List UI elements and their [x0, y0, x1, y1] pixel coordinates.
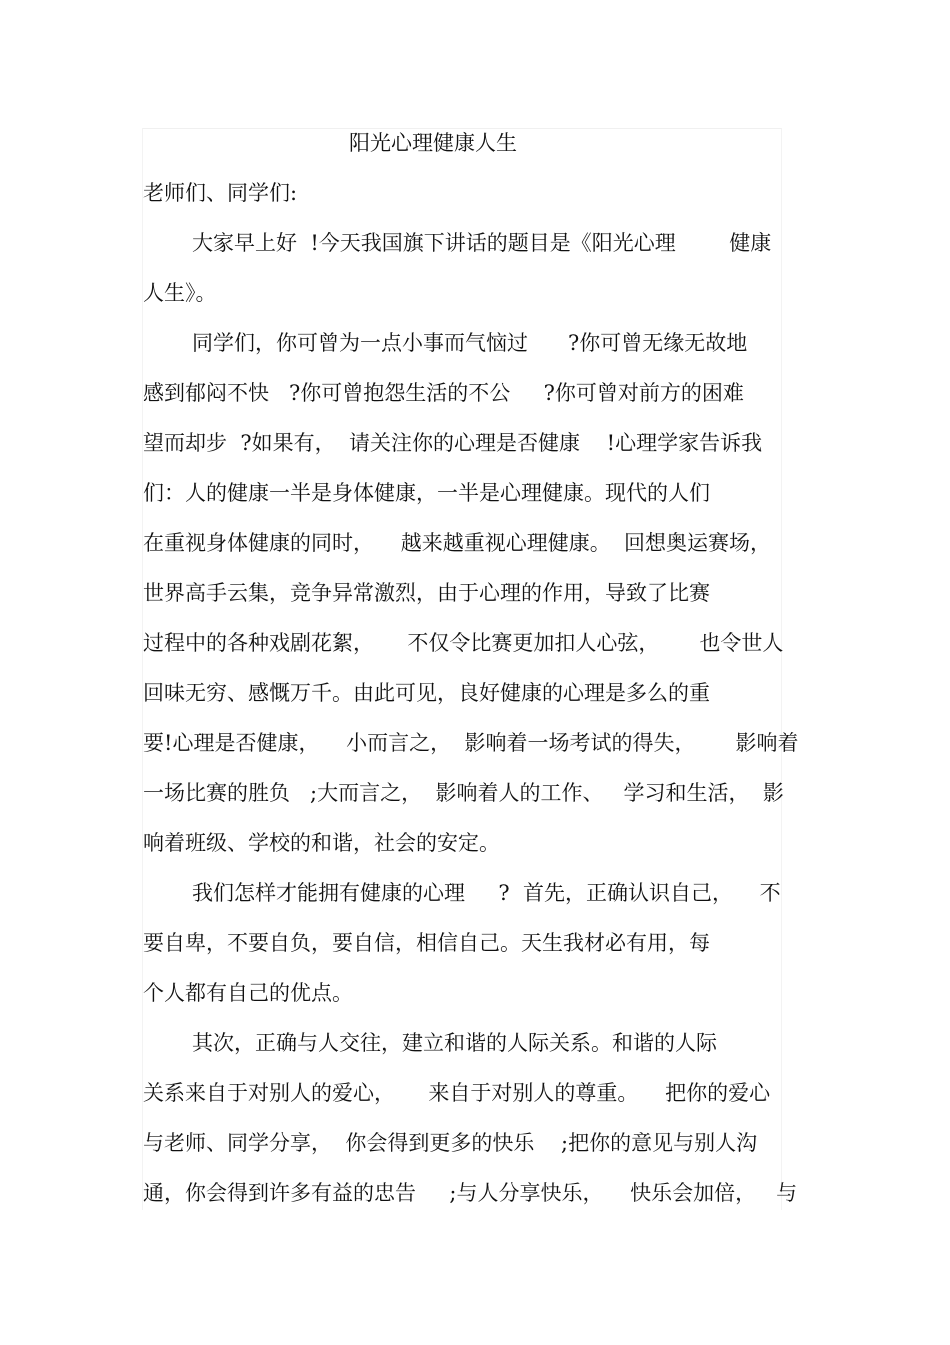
text-line: 同学们，你可曾为一点小事而气恼过 ?你可曾无缘无故地 — [192, 331, 748, 355]
text-line: 世界高手云集，竞争异常激烈，由于心理的作用，导致了比赛 — [143, 581, 710, 605]
document-page — [142, 128, 799, 1210]
text-line: 过程中的各种戏剧花絮， 不仅令比赛更加扣人心弦， 也令世人 — [143, 631, 784, 655]
text-line: 大家早上好 !今天我国旗下讲话的题目是《阳光心理 健康 — [192, 231, 772, 255]
text-line: 感到郁闷不快 ?你可曾抱怨生活的不公 ?你可曾对前方的困难 — [143, 381, 744, 405]
text-line: 其次，正确与人交往，建立和谐的人际关系。和谐的人际 — [192, 1031, 717, 1055]
text-line: 与老师、同学分享， 你会得到更多的快乐 ;把你的意见与别人沟 — [143, 1131, 758, 1155]
text-line: 回味无穷、感慨万千。由此可见，良好健康的心理是多么的重 — [143, 681, 710, 705]
text-line: 望而却步 ?如果有， 请关注你的心理是否健康 !心理学家告诉我 — [143, 431, 763, 455]
salutation-line: 老师们、同学们: — [143, 181, 298, 205]
text-line: 们：人的健康一半是身体健康，一半是心理健康。现代的人们 — [143, 481, 710, 505]
document-title: 阳光心理健康人生 — [349, 131, 517, 155]
text-line: 要自卑，不要自负，要自信，相信自己。天生我材必有用，每 — [143, 931, 710, 955]
text-line: 在重视身体健康的同时， 越来越重视心理健康。 回想奥运赛场， — [143, 531, 772, 555]
text-line: 通，你会得到许多有益的忠告 ;与人分享快乐， 快乐会加倍， 与 — [143, 1181, 798, 1205]
text-line: 一场比赛的胜负 ;大而言之， 影响着人的工作、 学习和生活， 影 — [143, 781, 784, 805]
text-line: 人生》。 — [143, 281, 217, 305]
text-line: 响着班级、学校的和谐，社会的安定。 — [143, 831, 500, 855]
text-line: 个人都有自己的优点。 — [143, 981, 353, 1005]
text-line: 关系来自于对别人的爱心， 来自于对别人的尊重。 把你的爱心 — [143, 1081, 771, 1105]
text-line: 我们怎样才能拥有健康的心理 ? 首先，正确认识自己， 不 — [192, 881, 781, 905]
text-line: 要!心理是否健康， 小而言之， 影响着一场考试的得失， 影响着 — [143, 731, 799, 755]
